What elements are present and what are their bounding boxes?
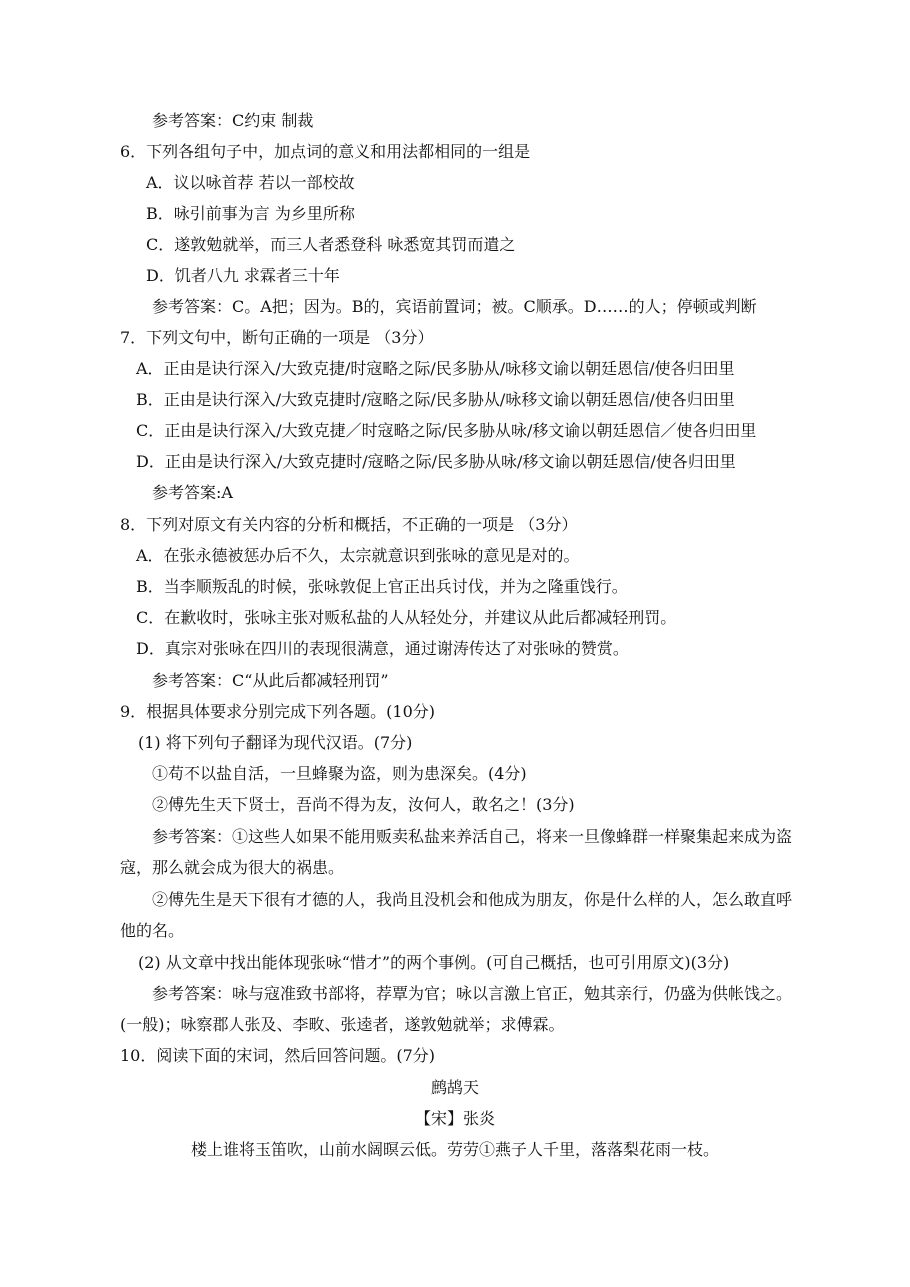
question-9-sentence-1: ①苟不以盐自活，一旦蜂聚为盗，则为患深矣。(4分): [152, 764, 527, 783]
question-6-option-a: A．议以咏首荐 若以一部校故: [146, 173, 355, 192]
question-9-part-2-answer-cont: (一般)；咏察郡人张及、李畋、张逵者，遂敦勉就举；求傅霖。: [120, 1015, 565, 1034]
poem-line-1: 楼上谁将玉笛吹，山前水阔暝云低。劳劳①燕子人千里，落落梨花雨一枝。: [190, 1140, 719, 1159]
question-9-part-2: (2) 从文章中找出能体现张咏“惜才”的两个事例。(可自己概括，也可引用原文)(3分): [138, 953, 730, 972]
question-9-part-2-answer: 参考答案：咏与寇准致书部将，荐覃为官；咏以言激上官正，勉其亲行，仍盛为供帐饯之。: [152, 984, 793, 1003]
question-7-option-c: C．正由是诀行深入/大致克捷／时寇略之际/民多胁从咏/移文谕以朝廷恩信／使各归田里: [136, 421, 757, 440]
question-6-answer: 参考答案：C。A把；因为。B的，宾语前置词；被。C顺承。D……的人；停顿或判断: [152, 297, 757, 316]
question-9-stem: 9．根据具体要求分别完成下列各题。(10分): [120, 702, 436, 721]
question-9-answer-2-cont: 他的名。: [120, 921, 185, 940]
question-8-option-d: D．真宗对张咏在四川的表现很满意，通过谢涛传达了对张咏的赞赏。: [136, 639, 629, 658]
question-9-answer-1-cont: 寇，那么就会成为很大的祸患。: [120, 858, 345, 877]
answer-line: 参考答案：C约束 制裁: [152, 111, 314, 130]
question-8-option-c: C．在歉收时，张咏主张对贩私盐的人从轻处分，并建议从此后都减轻刑罚。: [136, 608, 677, 627]
question-9-part-1: (1) 将下列句子翻译为现代汉语。(7分): [138, 733, 413, 752]
question-8-stem: 8．下列对原文有关内容的分析和概括，不正确的一项是 （3分）: [120, 515, 578, 534]
question-7-option-b: B．正由是诀行深入/大致克捷时/寇略之际/民多胁从/咏移文谕以朝廷恩信/使各归田里: [136, 390, 735, 409]
question-10-stem: 10．阅读下面的宋词，然后回答问题。(7分): [120, 1046, 436, 1065]
poem-title: 鹧鸪天: [430, 1078, 479, 1097]
question-9-answer-1: 参考答案：①这些人如果不能用贩卖私盐来养活自己，将来一旦像蜂群一样聚集起来成为盗: [152, 827, 793, 846]
question-8-answer: 参考答案：C“从此后都减轻刑罚”: [152, 671, 389, 690]
question-9-answer-2: ②傅先生是天下很有才德的人，我尚且没机会和他成为朋友，你是什么样的人，怎么敢直呼: [152, 890, 793, 909]
question-7-answer: 参考答案:A: [152, 483, 233, 502]
question-9-sentence-2: ②傅先生天下贤士，吾尚不得为友，汝何人，敢名之！(3分): [152, 795, 575, 814]
question-8-option-a: A．在张永德被惩办后不久，太宗就意识到张咏的意见是对的。: [136, 546, 580, 565]
question-7-option-a: A．正由是诀行深入/大致克捷/时寇略之际/民多胁从/咏移文谕以朝廷恩信/使各归田里: [136, 359, 735, 378]
question-7-option-d: D．正由是诀行深入/大致克捷时/寇略之际/民多胁从咏/移文谕以朝廷恩信/使各归田里: [136, 452, 736, 471]
question-6-option-b: B．咏引前事为言 为乡里所称: [146, 204, 355, 223]
question-6-option-c: C．遂敦勉就举，而三人者悉登科 咏悉宽其罚而遣之: [146, 235, 516, 254]
poem-author: 【宋】张炎: [414, 1109, 495, 1128]
question-6-stem: 6．下列各组句子中，加点词的意义和用法都相同的一组是: [120, 142, 531, 161]
question-8-option-b: B．当李顺叛乱的时候，张咏敦促上官正出兵讨伐，并为之隆重饯行。: [136, 577, 628, 596]
question-6-option-d: D．饥者八九 求霖者三十年: [146, 266, 340, 285]
question-7-stem: 7．下列文句中，断句正确的一项是 （3分）: [120, 328, 434, 347]
